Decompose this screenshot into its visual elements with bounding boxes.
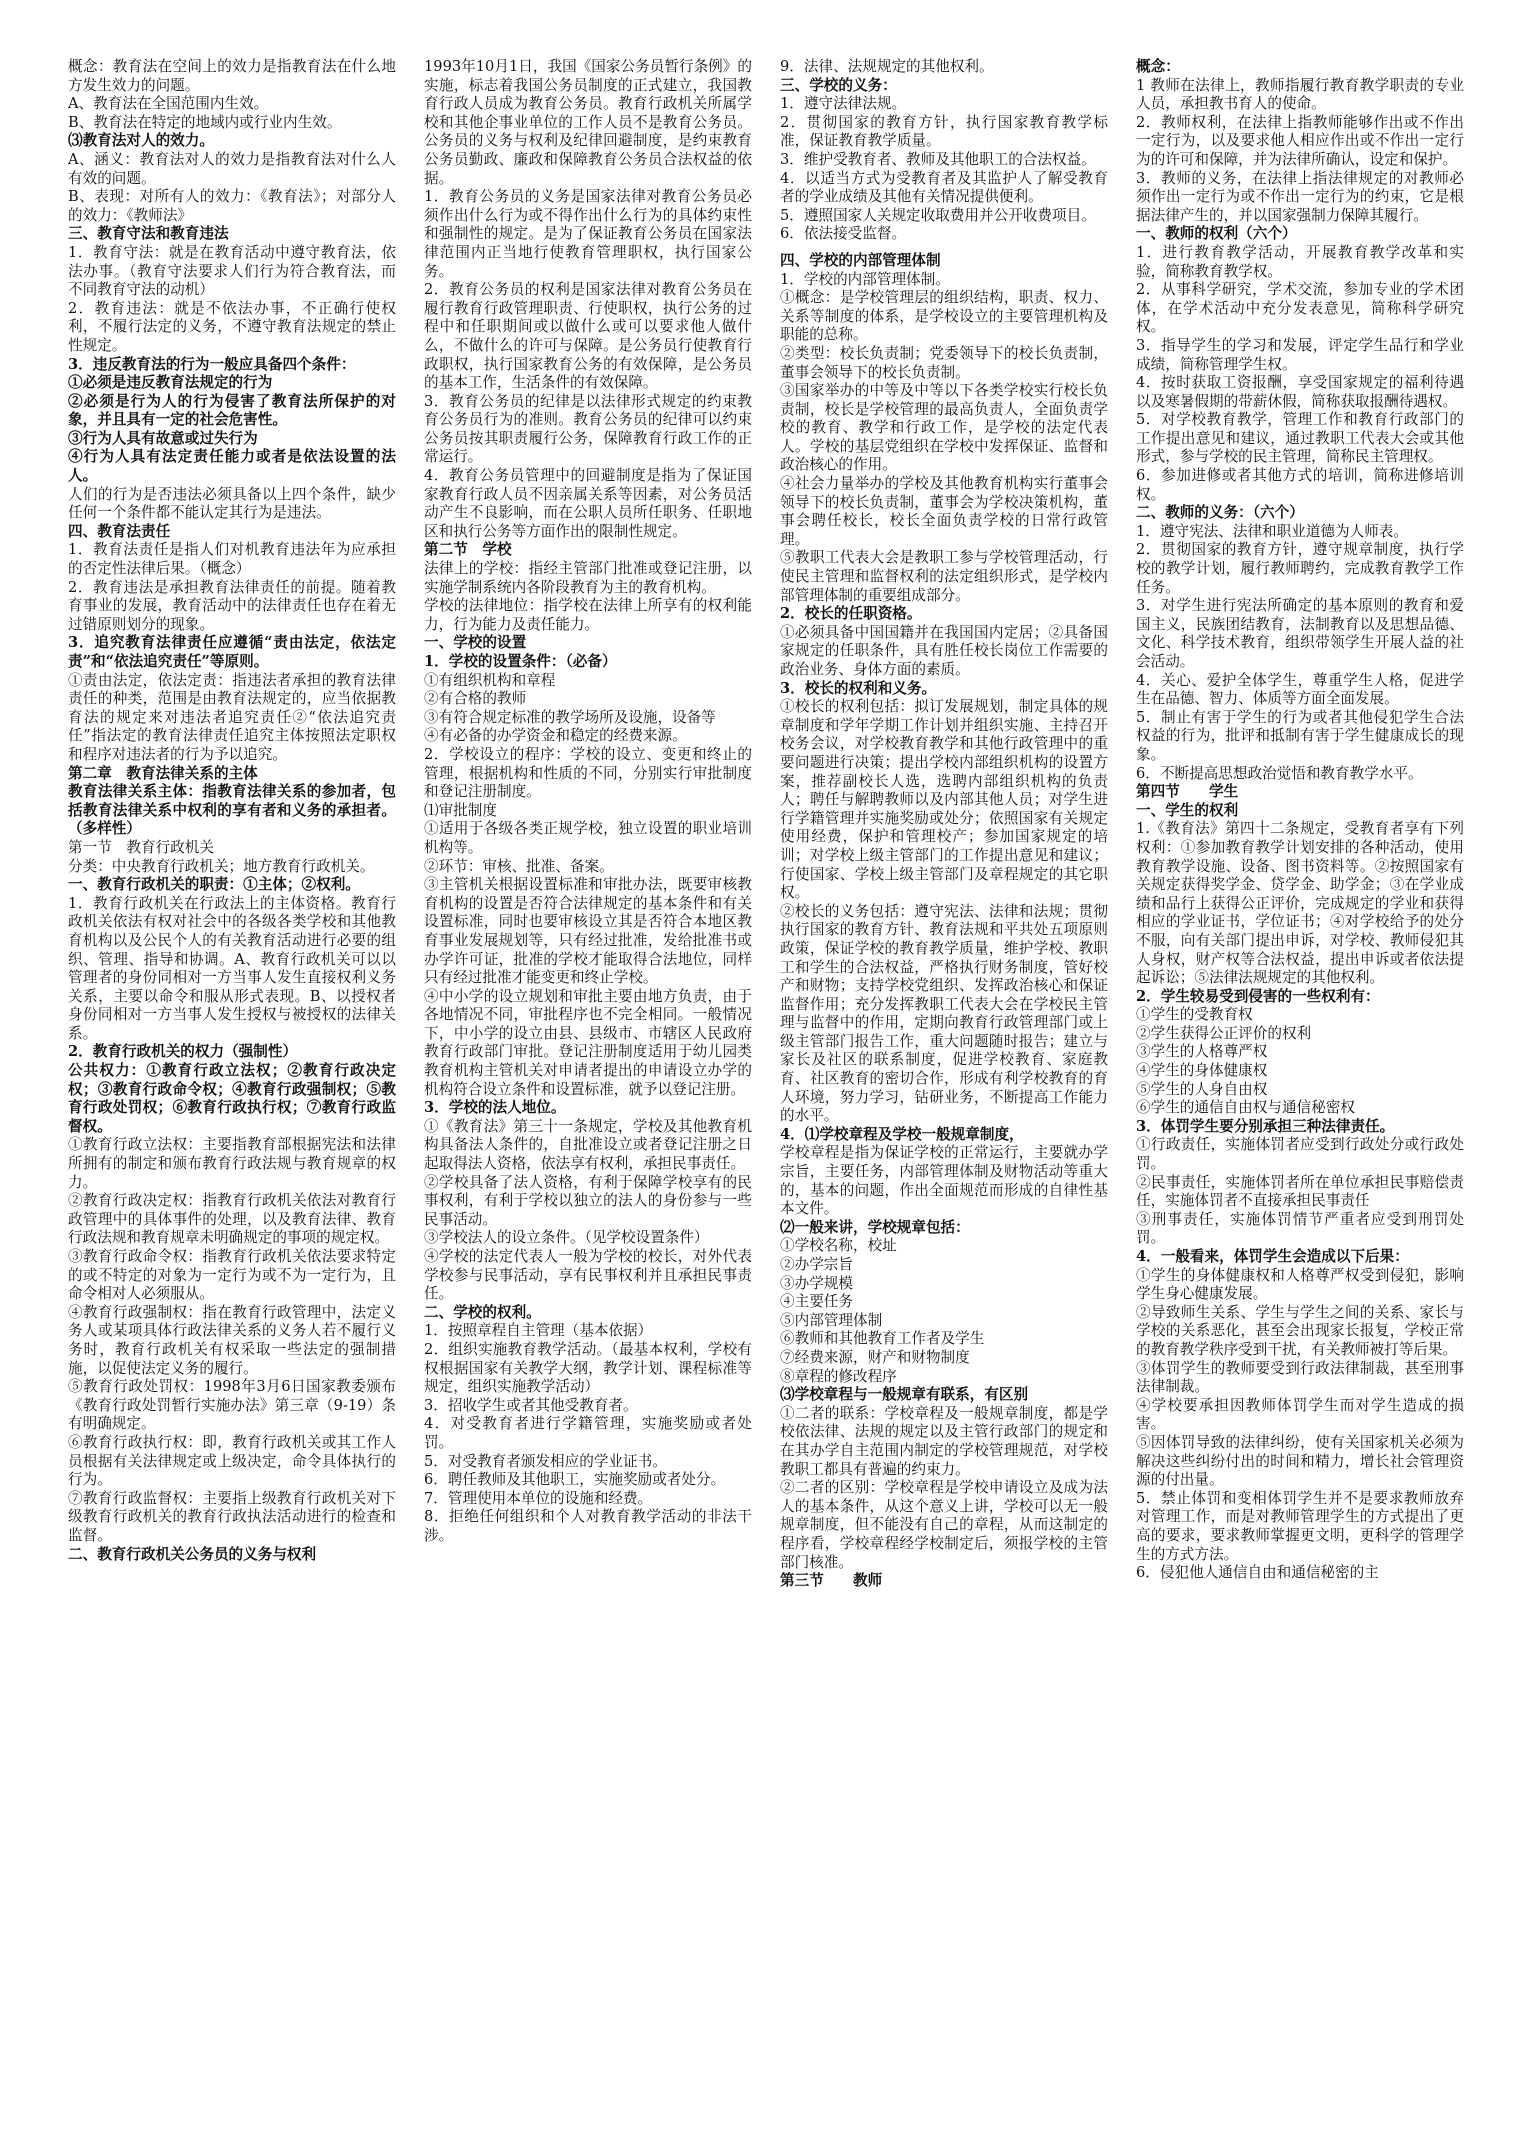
body-paragraph: 3．教育公务员的纪律是以法律形式规定的约束教育公务员行为的准则。教育公务员的纪律可以约束公务员按其职责履行公务，保障教育行政工作的正常运行。 <box>424 392 752 466</box>
heading-text: 4．⑴学校章程及学校一般规章制度， <box>780 1125 1024 1143</box>
body-paragraph: 1．教育公务员的义务是国家法律对教育公务员必须作出什么行为或不得作出什么行为的具体约束性和强制性的规定。是为了保证教育公务员在国家法律范围内正当地行使教育管理职权，执行国家公务。 <box>424 188 752 280</box>
body-paragraph: ②学校具备了法人资格，有利于保障学校享有的民事权利，有利于学校以独立的法人的身份参与一些民事活动。 <box>424 1173 752 1228</box>
body-paragraph: ①校长的权利包括：拟订发展规划，制定具体的规章制度和学年学期工作计划并组织实施、主持召开校务会议，对学校教育教学和其他行政管理中的重要问题进行决策；提出学校内部组织机构的设置方案，推荐副校长人选，选聘内部组织机构的负责人；聘任与解聘教师以及内部其他人员；对学生进行学籍管理并实施奖励或处分；依照国家有关规定使用经费，保护和管理校产；参加国家规定的培训；对学校上级主管部门的工作提出意见和建议；行使国家、学校上级主管部门及章程规定的其它职权。 <box>780 698 1108 902</box>
body-paragraph: 3．招收学生或者其他受教育者。 <box>424 1396 638 1414</box>
body-paragraph: ④社会力量举办的学校及其他教育机构实行董事会领导下的校长负责制，董事会为学校决策机构，董事会聘任校长，校长全面负责学校的日常行政管理。 <box>780 475 1108 548</box>
heading-text: 一、教师的权利（六个） <box>1136 225 1297 243</box>
body-paragraph: ⑦经费来源，财产和财物制度 <box>780 1348 970 1366</box>
body-paragraph: 分类：中央教育行政机关；地方教育行政机关。 <box>68 857 375 875</box>
body-paragraph: 1．教育行政机关在行政法上的主体资格。教育行政机关依法有权对社会中的各级各类学校和其他教育机构以及公民个人的有关教育活动进行必要的组织、管理、指导和协调。A、教育行政机关可以以管理者的身份同相对一方当事人发生直接权利义务关系，主要以命令和服从形式表现。B、以授权者身份同相对一方当事人发生授权与被授权的法律关系。 <box>68 894 396 1042</box>
body-paragraph: 2．从事科学研究，学术交流，参加专业的学术团体，在学术活动中充分发表意见，简称科学研究权。 <box>1136 281 1464 336</box>
body-paragraph: ②类型：校长负责制；党委领导下的校长负责制，董事会领导下的校长负责制。 <box>780 344 1108 381</box>
heading-text: 4．一般看来，体罚学生会造成以下后果： <box>1136 1248 1409 1265</box>
body-paragraph: 1．遵守法律法规。 <box>780 95 907 113</box>
heading-text: ①必须是违反教育法规定的行为 <box>68 374 273 392</box>
body-paragraph: ②导致师生关系、学生与学生之间的关系、家长与学校的关系恶化，甚至会出现家长报复，学校正常的教育教学秩序受到干扰，有关教师被打等后果。 <box>1136 1303 1464 1358</box>
body-paragraph: ③刑事责任，实施体罚情节严重者应受到刑罚处罚。 <box>1136 1210 1464 1247</box>
body-paragraph: 学校的法律地位：指学校在法律上所享有的权利能力，行为能力及责任能力。 <box>424 597 752 633</box>
body-paragraph: ②有合格的教师 <box>424 690 527 708</box>
heading-text: 三、学校的义务： <box>780 76 897 94</box>
body-paragraph: 人们的行为是否违法必须具备以上四个条件，缺少任何一个条件都不能认定其行为是违法。 <box>68 485 396 522</box>
body-paragraph: ⑥教师和其他教育工作者及学生 <box>780 1330 985 1348</box>
heading-text: 教育法律关系主体：指教育法律关系的参加者，包括教育法律关系中权利的享有者和义务的承担者。（多样性） <box>68 783 396 838</box>
heading-text: 第四节 学生 <box>1136 783 1239 801</box>
heading-text: 3．违反教育法的行为一般应具备四个条件： <box>68 355 356 373</box>
body-paragraph: 1．学校的内部管理体制。 <box>780 270 950 288</box>
body-paragraph: ③体罚学生的教师要受到行政法律制裁，甚至刑事法律制裁。 <box>1136 1359 1464 1396</box>
heading-text: 二、教育行政机关公务员的义务与权利 <box>68 1545 317 1563</box>
body-paragraph: ⑥学生的通信自由权与通信秘密权 <box>1136 1099 1355 1117</box>
body-paragraph: ③办学规模 <box>780 1274 853 1292</box>
body-paragraph: 学校章程是指为保证学校的正常运行，主要就办学宗旨，主要任务，内部管理体制及财物活动等重大的，基本的问题，作出全面规范而形成的自律性基本文件。 <box>780 1144 1108 1218</box>
body-paragraph: 1．遵守宪法、法律和职业道德为人师表。 <box>1136 522 1408 540</box>
body-paragraph: ⑤教职工代表大会是教职工参与学校管理活动，行使民主管理和监督权利的法定组织形式，是学校内部管理体制的重要组成部分。 <box>780 549 1108 604</box>
heading-text: 公共权力：①教育行政立法权；②教育行政决定权；③教育行政命令权；④教育行政强制权；⑤教育行政处罚权；⑥教育行政执行权；⑦教育行政监督权。 <box>68 1062 396 1135</box>
heading-text: 一、学生的权利 <box>1136 801 1239 819</box>
body-paragraph: ⑴审批制度 <box>424 801 497 819</box>
body-paragraph: ②办学宗旨 <box>780 1256 853 1273</box>
body-paragraph: 6．依法接受监督。 <box>780 225 907 243</box>
heading-text: 一、教育行政机关的职责：①主体；②权利。 <box>68 876 360 894</box>
body-paragraph: 3．指导学生的学习和发展，评定学生品行和学业成绩，简称管理学生权。 <box>1136 336 1464 373</box>
body-paragraph: ⑤教育行政处罚权：1998年3月6日国家教委颁布《教育行政处罚暂行实施办法》第三章（9-19）条有明确规定。 <box>68 1378 396 1433</box>
heading-text: ④行为人具有法定责任能力或者是依法设置的法人。 <box>68 448 396 485</box>
body-paragraph: ②环节：审核、批准、备案。 <box>424 857 614 875</box>
body-paragraph: ①适用于各级各类正规学校，独立设置的职业培训机构等。 <box>424 820 752 856</box>
body-paragraph: 2．组织实施教育教学活动。（最基本权利，学校有权根据国家有关教学大纲，教学计划、课程标准等规定，组织实施教学活动） <box>424 1340 752 1396</box>
body-paragraph: ①责由法定，依法定责：指违法者承担的教育法律责任的种类，范围是由教育法规定的，应当依据教育法的规定来对违法者追究责任②“依法追究责任”指法定的教育法律责任追究主体按照法定职权和程序对违法者的行为予以追究。 <box>68 671 396 763</box>
body-paragraph: 1．按照章程自主管理（基本依据） <box>424 1322 653 1340</box>
heading-text: 一、学校的设置 <box>424 634 527 652</box>
body-paragraph: ①必须具备中国国籍并在我国国内定居；②具备国家规定的任职条件，具有胜任校长岗位工作需要的政治业务、身体方面的素质。 <box>780 623 1108 678</box>
body-paragraph: ②校长的义务包括：遵守宪法、法律和法规；贯彻执行国家的教育方针、教育法规和平共处五项原则政策，保证学校的教育教学质量，维护学校、教职工和学生的合法权益，严格执行财务制度，管好校产和财物；支持学校党组织、发挥政治核心和保证监督作用；充分发挥教职工代表大会在学校民主管理与监督中的作用，定期向教育行政管理部门或上级主管部门报告工作，重大问题随时报告；建立与家长及社区的联系制度，促进学校教育、家庭教育、社区教育的密切合作，形成有利学校教育的育人环境，努力学习，钻研业务，不断提高工作能力的水平。 <box>780 902 1108 1125</box>
heading-text: ⑶学校章程与一般规章有联系，有区别 <box>780 1386 1029 1404</box>
body-paragraph: 2．教育公务员的权利是国家法律对教育公务员在履行教育行政管理职责、行使职权，执行公务的过程中和任职期间或以做什么或可以要求他人做什么，不做什么的许可与保障。是公务员行使教育行政职权，执行国家教育公务的有效保障，是公务员的基本工作，生活条件的有效保障。 <box>424 281 752 392</box>
body-paragraph: 8．拒绝任何组织和个人对教育教学活动的非法干涉。 <box>424 1508 752 1544</box>
text-column-1 <box>68 58 396 2138</box>
body-paragraph: ④教育行政强制权：指在教育行政管理中，法定义务人或某项具体行政法律关系的义务人若不履行义务时，教育行政机关有权采取一些法定的强制措施，以促使法定义务的履行。 <box>68 1303 396 1377</box>
body-paragraph: B、表现：对所有人的效力：《教育法》；对部分人的效力：《教师法》 <box>68 188 396 224</box>
heading-text: 1．学校的设置条件：（必备） <box>424 653 617 670</box>
body-paragraph: ②学生获得公正评价的权利 <box>1136 1024 1312 1042</box>
heading-text: 四、教育法责任 <box>68 522 171 540</box>
body-paragraph: ⑦教育行政监督权：主要指上级教育行政机关对下级教育行政机关的教育行政执法活动进行的检查和监督。 <box>68 1489 396 1544</box>
body-paragraph: 4．关心、爱护全体学生，尊重学生人格，促进学生在品德、智力、体质等方面全面发展。 <box>1136 671 1464 708</box>
body-paragraph: ④学生的身体健康权 <box>1136 1062 1268 1080</box>
body-paragraph: 3．对学生进行宪法所确定的基本原则的教育和爱国主义，民族团结教育，法制教育以及思想品德、文化、科学技术教育，组织带领学生开展人益的社会活动。 <box>1136 597 1464 670</box>
heading-text: 2．校长的任职资格。 <box>780 605 922 623</box>
body-paragraph: 1．教育法责任是指人们对机教育违法年为应承担的否定性法律后果。（概念） <box>68 541 396 578</box>
body-paragraph: ⑤学生的人身自由权 <box>1136 1080 1268 1098</box>
body-paragraph: B、教育法在特定的地域内或行业内生效。 <box>68 113 342 131</box>
body-paragraph: 6．参加进修或者其他方式的培训，简称进修培训权。 <box>1136 467 1464 503</box>
heading-text: 2．学生较易受到侵害的一些权利有： <box>1136 987 1380 1005</box>
body-paragraph: 1.《教育法》第四十二条规定，受教育者享有下列权利：①参加教育教学计划安排的各种活动，使用教育教学设施、设备、图书资料等。②按照国家有关规定获得奖学金、贷学金、助学金；③在学业成绩和品行上获得公正评价，完成规定的学业和获得相应的学业证书，学位证书；④对学校给予的处分不服，向有关部门提出申诉，对学校、教师侵犯其人身权，财产权等合法权益，提出申诉或者依法提起诉讼；⑤法律法规规定的其他权利。 <box>1136 820 1464 987</box>
heading-text: ⑵一般来讲，学校规章包括： <box>780 1218 970 1236</box>
body-paragraph: ④学校要承担因教师体罚学生而对学生造成的损害。 <box>1136 1396 1464 1433</box>
body-paragraph: 1．进行教育教学活动，开展教育教学改革和实验，简称教育教学权。 <box>1136 243 1464 280</box>
heading-text: 第三节 教师 <box>780 1572 883 1590</box>
body-paragraph: 2．教育违法是承担教育法律责任的前提。随着教育事业的发展，教育活动中的法律责任也存在着无过错原则划分的现象。 <box>68 578 396 633</box>
body-paragraph: 第一节 教育行政机关 <box>68 838 214 856</box>
text-column-2 <box>424 58 752 2138</box>
body-paragraph: ①行政责任，实施体罚者应受到行政处分或行政处罚。 <box>1136 1136 1464 1173</box>
body-paragraph: ④主要任务 <box>780 1293 853 1311</box>
body-paragraph: 4．以适当方式为受教育者及其监护人了解受教育者的学业成绩及其他有关情况提供便利。 <box>780 169 1108 206</box>
body-paragraph: ⑧章程的修改程序 <box>780 1367 897 1385</box>
body-paragraph: ①学生的身体健康权和人格尊严权受到侵犯，影响学生身心健康发展。 <box>1136 1266 1464 1303</box>
heading-text: 四、学校的内部管理体制 <box>780 251 941 269</box>
body-paragraph: 1993年10月1日，我国《国家公务员暂行条例》的实施，标志着我国公务员制度的正式建立，我国教育行政人员成为教育公务员。教育行政机关所属学校和其他企事业单位的工作人员不是教育公务员。公务员的义务与权利及纪律回避制度，是约束教育公务员勤政、廉政和保障教育公务员合法权益的依据。 <box>424 58 752 187</box>
body-paragraph: ⑤内部管理体制 <box>780 1311 883 1329</box>
body-paragraph: ①学校名称，校址 <box>780 1237 897 1255</box>
body-paragraph: ②二者的区别：学校章程是学校申请设立及成为法人的基本条件，从这个意义上讲，学校可以无一般规章制度，但不能没有自己的章程，从而这制定的程序看，学校章程经学校制定后，须报学校的主管部门核准。 <box>780 1479 1108 1571</box>
heading-text: 3．学校的法人地位。 <box>424 1099 566 1117</box>
body-paragraph: 2．教育违法：就是不依法办事，不正确行使权利，不履行法定的义务，不遵守教育法规定的禁止性规定。 <box>68 299 396 354</box>
heading-text: 3．追究教育法律责任应遵循“责由法定，依法定责”和“依法追究责任”等原则。 <box>68 634 396 670</box>
body-paragraph: 2．贯彻国家的教育方针，遵守规章制度，执行学校的教学计划，履行教师聘约，完成教育教学工作任务。 <box>1136 541 1464 596</box>
body-paragraph: 概念：教育法在空间上的效力是指教育法在什么地方发生效力的问题。 <box>68 58 396 94</box>
heading-text: 二、学校的权利。 <box>424 1303 541 1321</box>
heading-text: 三、教育守法和教育违法 <box>68 225 229 243</box>
body-paragraph: 4．对受教育者进行学籍管理，实施奖励或者处罚。 <box>424 1415 752 1451</box>
heading-text: ⑶教育法对人的效力。 <box>68 132 214 150</box>
body-paragraph: 5．对学校教育教学，管理工作和教育行政部门的工作提出意见和建议，通过教职工代表大会或其他形式，参与学校的民主管理，简称民主管理权。 <box>1136 411 1464 466</box>
body-paragraph: ③学校法人的设立条件。（见学校设置条件） <box>424 1229 709 1247</box>
body-paragraph: 9．法律、法规规定的其他权利。 <box>780 58 994 75</box>
body-paragraph: ③主管机关根据设置标准和审批办法，既要审核教育机构的设置是否符合法律规定的基本条件和有关设置标准，同时也要审核设立其是否符合本地区教育事业发展规划等，只有经过批准，发给批准书或办学许可证，批准的学校才能取得合法地位，同样只有经过批准才能变更和终止学校。 <box>424 876 752 987</box>
body-paragraph: ①《教育法》第三十一条规定，学校及其他教育机构具备法人条件的，自批准设立或者登记注册之日起取得法人资格，依法享有权利，承担民事责任。 <box>424 1117 752 1173</box>
body-paragraph: ①学生的受教育权 <box>1136 1006 1253 1024</box>
heading-text: 3．校长的权利和义务。 <box>780 679 937 697</box>
body-paragraph: ⑤因体罚导致的法律纠纷，使有关国家机关必须为解决这些纠纷付出的时间和精力，增长社会管理资源的付出量。 <box>1136 1433 1464 1489</box>
heading-text: 2．教育行政机关的权力（强制性） <box>68 1043 298 1061</box>
body-paragraph: ③学生的人格尊严权 <box>1136 1043 1268 1061</box>
body-paragraph: ①概念：是学校管理层的组织结构，职责、权力、关系等制度的体系，是学校设立的主要管理机构及职能的总称。 <box>780 289 1108 344</box>
body-paragraph: ②民事责任，实施体罚者所在单位承担民事赔偿责任，实施体罚者不直接承担民事责任 <box>1136 1173 1464 1210</box>
body-paragraph: ④有必备的办学资金和稳定的经费来源。 <box>424 727 687 745</box>
body-paragraph: ⑥教育行政执行权：即，教育行政机关或其工作人员根据有关法律规定或上级决定，命令具体执行的行为。 <box>68 1433 396 1489</box>
text-column-3 <box>780 58 1108 2138</box>
body-paragraph: ③教育行政命令权：指教育行政机关依法要求特定的或不特定的对象为一定行为或不为一定行为，且命令相对人必须服从。 <box>68 1248 396 1303</box>
body-paragraph: 法律上的学校：指经主管部门批准或登记注册，以实施学制系统内各阶段教育为主的教育机构。 <box>424 560 752 596</box>
body-paragraph: ②教育行政决定权：指教育行政机关依法对教育行政管理中的具体事件的处理，以及教育法律、教育行政法规和教育规章未明确规定的事项的规定权。 <box>68 1192 396 1247</box>
body-paragraph: 2．教师权利，在法律上指教师能够作出或不作出一定行为，以及要求他人相应作出或不作出一定行为的许可和保障，并为法律所确认，设定和保护。 <box>1136 113 1464 168</box>
body-paragraph: ①二者的联系：学校章程及一般规章制度，都是学校依法律、法规的规定以及主管行政部门的规定和在其办学自主范围内制定的学校管理规范，对学校教职工都具有普遍的约束力。 <box>780 1404 1108 1478</box>
body-paragraph: 2．学校设立的程序：学校的设立、变更和终止的管理，根据机构和性质的不同，分别实行审批制度和登记注册制度。 <box>424 745 752 801</box>
body-paragraph: ①有组织机构和章程 <box>424 671 556 689</box>
body-paragraph: A、涵义：教育法对人的效力是指教育法对什么人有效的问题。 <box>68 150 396 187</box>
body-paragraph: A、教育法在全国范围内生效。 <box>68 95 269 113</box>
body-paragraph: ③有符合规定标准的教学场所及设施，设备等 <box>424 708 716 726</box>
body-paragraph: 1．教育守法：就是在教育活动中遵守教育法，依法办事。（教育守法要求人们行为符合教育法，而不同教育守法的动机） <box>68 243 396 299</box>
text-column-4 <box>1136 58 1464 2138</box>
heading-text: ②必须是行为人的行为侵害了教育法所保护的对象，并且具有一定的社会危害性。 <box>68 392 396 429</box>
heading-text: 概念： <box>1136 58 1180 75</box>
body-paragraph: 3．教师的义务，在法律上指法律规定的对教师必须作出一定行为或不作出一定行为的约束，它是根据法律产生的，并以国家强制力保障其履行。 <box>1136 169 1464 224</box>
heading-text: 第二节 学校 <box>424 541 512 559</box>
body-paragraph: 2．贯彻国家的教育方针，执行国家教育教学标准，保证教育教学质量。 <box>780 113 1108 150</box>
heading-text: 3．体罚学生要分别承担三种法律责任。 <box>1136 1117 1395 1135</box>
heading-text: 第二章 教育法律关系的主体 <box>68 764 258 782</box>
body-paragraph: 6．侵犯他人通信自由和通信秘密的主 <box>1136 1564 1379 1582</box>
heading-text: ③行为人具有故意或过失行为 <box>68 429 258 447</box>
body-paragraph: 4．按时获取工资报酬，享受国家规定的福利待遇以及寒暑假期的带薪休假，简称获取报酬待遇权。 <box>1136 374 1464 410</box>
body-paragraph: ①教育行政立法权：主要指教育部根据宪法和法律所拥有的制定和颁布教育行政法规与教育规章的权力。 <box>68 1136 396 1191</box>
body-paragraph: 5．禁止体罚和变相体罚学生并不是要求教师放弃对管理工作，而是对教师管理学生的方式提出了更高的要求，要求教师掌握更文明，更科学的管理学生的方式方法。 <box>1136 1489 1464 1563</box>
body-paragraph: 4．教育公务员管理中的回避制度是指为了保证国家教育行政人员不因亲属关系等因素，对公务员活动产生不良影响，而在公职人员所任职务、任职地区和执行公务等方面作出的限制性规定。 <box>424 467 752 540</box>
body-paragraph: ④中小学的设立规划和审批主要由地方负责，由于各地情况不同，审批程序也不完全相同。一般情况下，中小学的设立由县、县级市、市辖区人民政府教育行政部门审批。登记注册制度适用于幼儿园类教育机构主管机关对申请者提出的申请设立办学的机构符合设立条件和设置标准，就予以登记注册。 <box>424 987 752 1098</box>
body-paragraph: ④学校的法定代表人一般为学校的校长，对外代表学校参与民事活动，享有民事权利并且承担民事责任。 <box>424 1248 752 1303</box>
body-paragraph: 5．遵照国家人关规定收取费用并公开收费项目。 <box>780 206 1096 224</box>
heading-text: 二、教师的义务：（六个） <box>1136 504 1304 522</box>
body-paragraph: 3．维护受教育者、教师及其他职工的合法权益。 <box>780 150 1096 168</box>
body-paragraph: 1 教师在法律上，教师指履行教育教学职责的专业人员，承担教书育人的使命。 <box>1136 76 1464 113</box>
body-paragraph: 5．对受教育者颁发相应的学业证书。 <box>424 1452 667 1470</box>
body-paragraph: 5．制止有害于学生的行为或者其他侵犯学生合法权益的行为，批评和抵制有害于学生健康成长的现象。 <box>1136 708 1464 763</box>
body-paragraph: 7．管理使用本单位的设施和经费。 <box>424 1489 653 1507</box>
body-paragraph: 6．不断提高思想政治觉悟和教育教学水平。 <box>1136 764 1423 782</box>
body-paragraph: ③国家举办的中等及中等以下各类学校实行校长负责制，校长是学校管理的最高负责人，全面负责学校的教育、教学和行政工作，是学校的法定代表人。学校的基层党组织在学校中发挥保证、监督和政治核心的作用。 <box>780 382 1108 474</box>
body-paragraph: 6．聘任教师及其他职工，实施奖励或者处分。 <box>424 1471 726 1489</box>
